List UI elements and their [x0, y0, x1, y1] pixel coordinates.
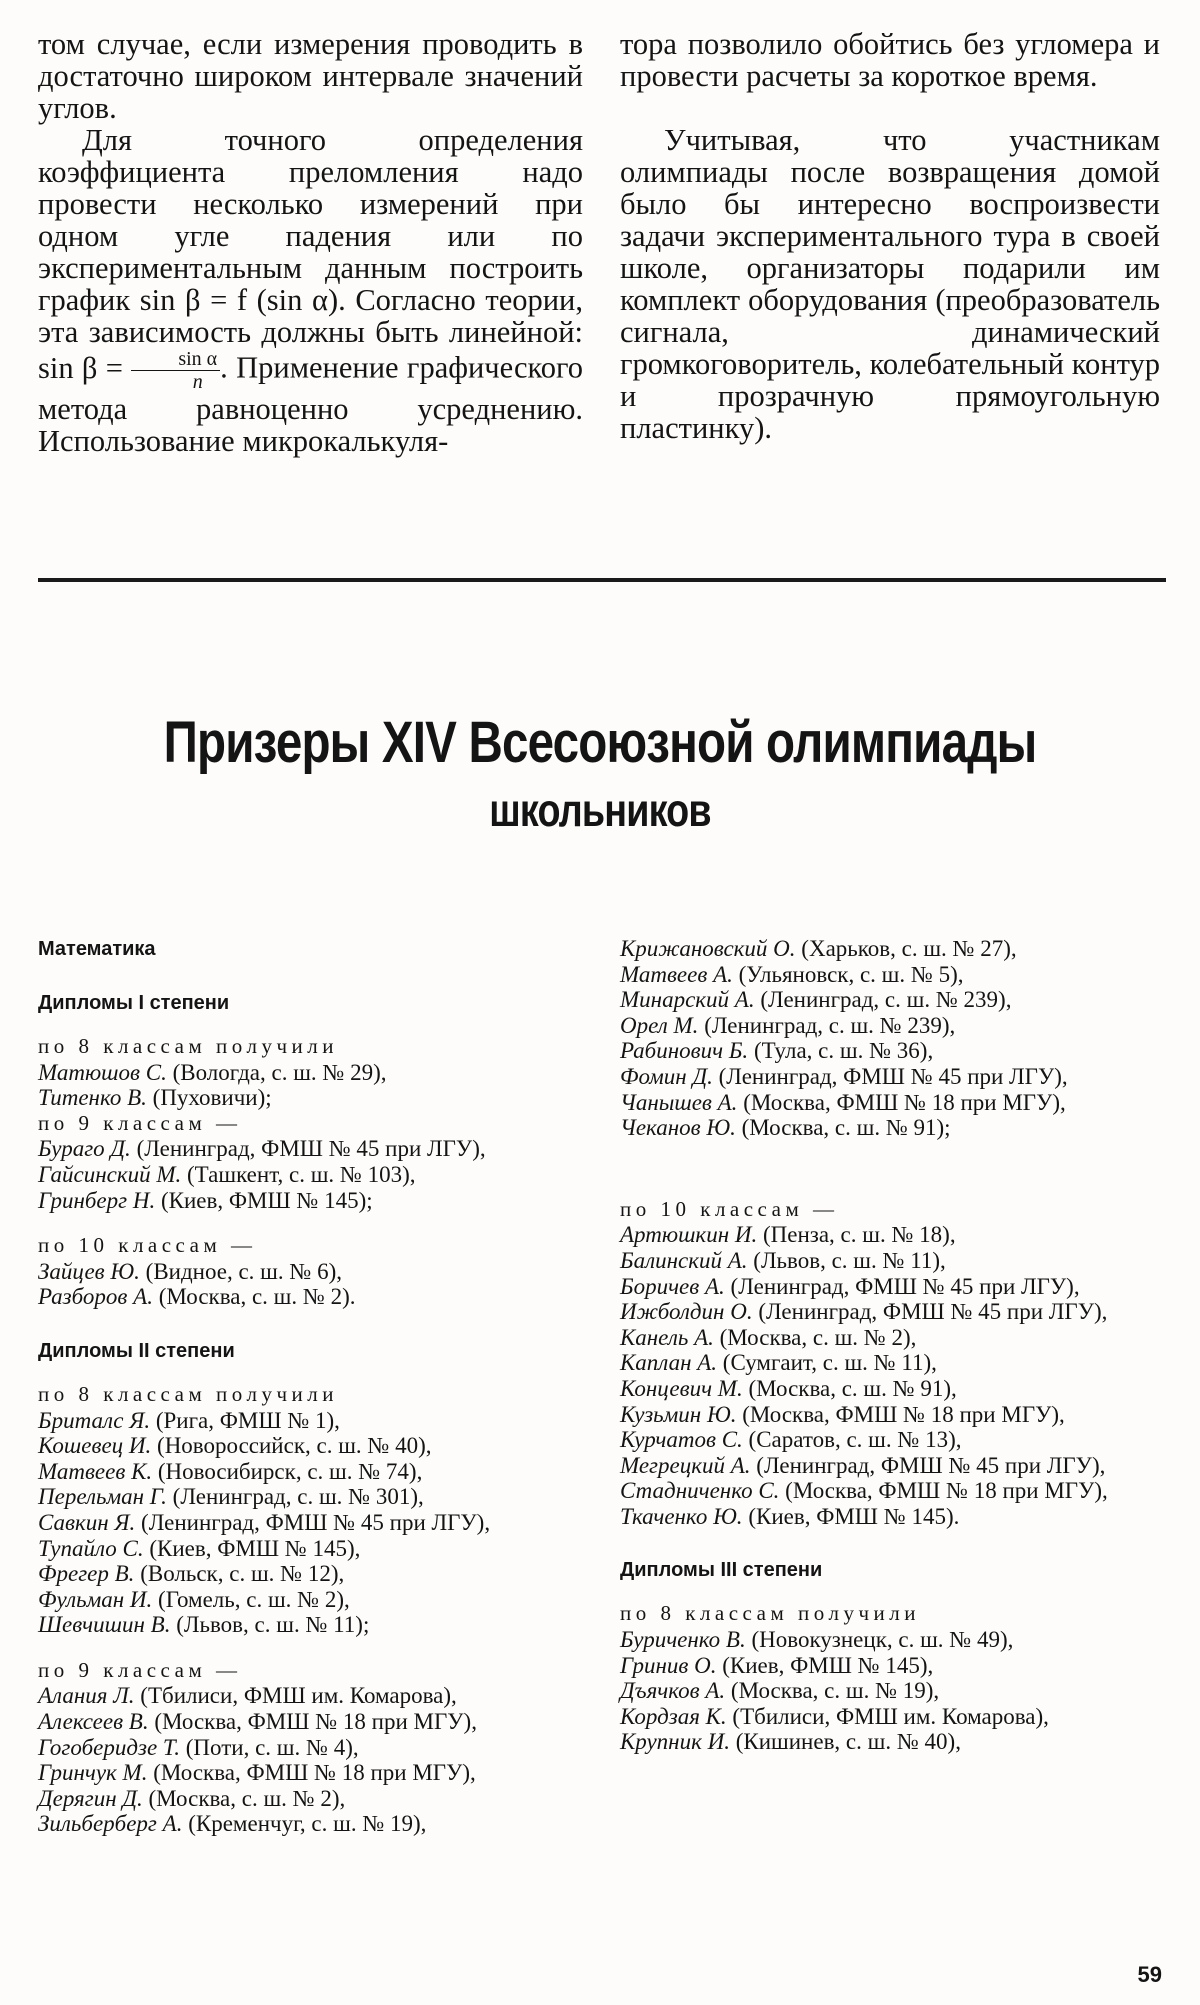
winner-name: Чанышев А.: [620, 1089, 738, 1115]
winner-school: (Москва, ФМШ № 18 при МГУ),: [148, 1709, 477, 1735]
winner-school: (Новороссийск, с. ш. № 40),: [151, 1433, 432, 1459]
winner-school: (Сумгаит, с. ш. № 11),: [717, 1350, 937, 1376]
paragraph-text: . Применение графического метода равноценно усреднению. Использование микрокалькуля-: [38, 350, 584, 458]
winner-entry: [620, 1325, 1160, 1351]
winner-entry: [38, 1510, 573, 1536]
winners-list: [38, 1060, 573, 1111]
winner-name: Тупайло С.: [38, 1535, 144, 1561]
spacer: [620, 1141, 1160, 1197]
winner-entry: [620, 1090, 1160, 1116]
grade-label: по 8 классам получили: [38, 1034, 338, 1058]
grade-label: по 9 классам —: [38, 1657, 242, 1682]
section-title-line2: школьников: [489, 784, 711, 836]
winner-entry: [38, 1162, 573, 1188]
winners-list: [620, 936, 1160, 1141]
winner-entry: [620, 1248, 1160, 1274]
winners-list: [38, 1683, 573, 1837]
winner-school: (Ленинград, ФМШ № 45 при ЛГУ),: [752, 1299, 1108, 1325]
winner-school: (Москва, с. ш. № 2),: [142, 1785, 346, 1811]
paragraph-text: . Согласно теории, эта зависимость должны быть линейной:: [38, 283, 583, 349]
winner-school: (Пуховичи);: [146, 1085, 272, 1111]
grade-label: по 8 классам получили: [620, 1601, 920, 1626]
section-divider: [38, 578, 1166, 582]
winner-entry: [620, 1222, 1160, 1248]
winner-name: Кошевец И.: [38, 1433, 152, 1459]
winner-school: (Вологда, с. ш. № 29),: [166, 1059, 387, 1085]
winner-name: Кордзая К.: [620, 1703, 727, 1729]
winner-entry: [620, 987, 1160, 1013]
winner-name: Стадниченко С.: [620, 1478, 780, 1504]
winner-entry: [38, 1561, 573, 1587]
winner-school: (Москва, ФМШ № 18 при МГУ),: [736, 1401, 1065, 1427]
winner-school: (Гомель, с. ш. № 2),: [152, 1586, 350, 1612]
winner-school: (Киев, ФМШ № 145),: [143, 1535, 361, 1561]
grade-label: по 9 классам —: [38, 1110, 242, 1135]
winner-name: Фомин Д.: [620, 1063, 713, 1089]
winners-list: [620, 1222, 1160, 1529]
winner-entry: [38, 1587, 573, 1613]
paragraph: [38, 124, 583, 457]
winner-name: Мегрецкий А.: [620, 1452, 751, 1478]
winner-school: (Тбилиси, ФМШ им. Комарова),: [726, 1703, 1049, 1729]
diploma-heading: Дипломы III степени: [620, 1559, 823, 1582]
winner-school: (Ленинград, ФМШ № 45 при ЛГУ),: [130, 1136, 486, 1162]
paragraph: том случае, если измерения проводить в достаточно широком интервале значений углов.: [38, 27, 583, 125]
winner-name: Концевич М.: [620, 1375, 743, 1401]
winner-school: (Москва, с. ш. № 2).: [152, 1284, 356, 1310]
winner-school: (Москва, с. ш. № 91),: [742, 1375, 957, 1401]
grade-label: по 10 классам —: [620, 1196, 839, 1221]
winner-name: Кузьмин Ю.: [620, 1401, 737, 1427]
winner-name: Бураго Д.: [38, 1136, 131, 1162]
winner-school: (Тбилиси, ФМШ им. Комарова),: [134, 1683, 457, 1709]
winner-name: Разборов А.: [38, 1284, 153, 1310]
winner-name: Орел М.: [620, 1012, 699, 1038]
winner-school: (Рига, ФМШ № 1),: [150, 1407, 340, 1433]
subject-heading: Математика: [38, 938, 156, 960]
winner-school: (Москва, с. ш. № 91);: [735, 1115, 951, 1141]
winner-name: Перельман Г.: [38, 1484, 167, 1510]
winner-entry: [620, 1013, 1160, 1039]
section-title: Призеры XIV Всесоюзной олимпиады: [163, 710, 1037, 775]
winner-entry: [620, 1038, 1160, 1064]
winner-name: Канель А.: [620, 1324, 714, 1350]
winner-entry: [620, 1402, 1160, 1428]
winner-name: Шевчишин В.: [38, 1612, 171, 1638]
winner-name: Гринберг Н.: [38, 1187, 156, 1213]
formula-lhs: sin β =: [38, 350, 123, 385]
winners-list-right-column: [620, 936, 1160, 1755]
winner-entry: [38, 1284, 573, 1310]
winner-name: Матюшов С.: [38, 1059, 167, 1085]
fraction: [131, 348, 220, 393]
winner-name: Гринчук М.: [38, 1760, 148, 1786]
winner-school: (Харьков, с. ш. № 27),: [795, 936, 1017, 961]
paragraph: тора позволило обойтись без угломера и провести расчеты за короткое время.: [620, 27, 1160, 93]
fraction-denominator: n: [192, 371, 203, 393]
winner-name: Гогоберидзе Т.: [38, 1734, 180, 1760]
winner-school: (Пенза, с. ш. № 18),: [757, 1222, 956, 1248]
winner-name: Матвеев А.: [620, 961, 733, 987]
winner-school: (Ульяновск, с. ш. № 5),: [732, 961, 964, 987]
winners-list: [38, 1136, 573, 1213]
grade-label: по 8 классам получили: [38, 1381, 338, 1406]
winners-list-left-column: [38, 936, 573, 1837]
winner-school: (Киев, ФМШ № 145),: [716, 1652, 934, 1678]
winner-name: Ткаченко Ю.: [620, 1503, 743, 1529]
winner-entry: [620, 1678, 1160, 1704]
paragraph-text: Для точного определения коэффициента преломления надо провести несколько измерений при одном угле падения или по экспериментальным данным построить график: [38, 123, 583, 317]
winner-entry: [38, 1188, 573, 1214]
winner-school: (Ленинград, ФМШ № 45 при ЛГУ),: [135, 1509, 491, 1535]
winner-school: (Москва, ФМШ № 18 при МГУ),: [737, 1089, 1066, 1115]
winner-name: Дъячков А.: [620, 1678, 726, 1704]
winner-school: (Новосибирск, с. ш. № 74),: [152, 1458, 423, 1484]
winner-school: (Кишинев, с. ш. № 40),: [729, 1729, 961, 1755]
winner-name: Ижболдин О.: [620, 1299, 753, 1325]
formula: sin β = f (sin α): [139, 283, 339, 317]
winner-school: (Ленинград, с. ш. № 239),: [698, 1012, 956, 1038]
winners-list: [38, 1408, 573, 1638]
page-number: 59: [1137, 1962, 1162, 1987]
article-text-left-column: [38, 28, 583, 457]
winner-entry: [620, 962, 1160, 988]
winner-entry: [620, 1064, 1160, 1090]
winner-school: (Видное, с. ш. № 6),: [139, 1258, 342, 1284]
winner-school: (Москва, с. ш. № 19),: [725, 1678, 940, 1704]
winner-name: Крупник И.: [620, 1729, 730, 1755]
winner-entry: [620, 1274, 1160, 1300]
winner-entry: [620, 1704, 1160, 1730]
winner-school: (Киев, ФМШ № 145).: [742, 1503, 960, 1529]
winner-entry: [620, 1427, 1160, 1453]
winner-school: (Ташкент, с. ш. № 103),: [181, 1161, 416, 1187]
winner-entry: [620, 1115, 1160, 1141]
winner-name: Крижановский О.: [620, 936, 796, 961]
winner-school: (Ленинград, ФМШ № 45 при ЛГУ),: [750, 1452, 1106, 1478]
winner-name: Фульман И.: [38, 1586, 153, 1612]
winner-name: Рабинович Б.: [620, 1038, 749, 1064]
winner-school: (Новокузнецк, с. ш. № 49),: [745, 1627, 1014, 1653]
winner-name: Гринив О.: [620, 1652, 717, 1678]
winner-entry: [38, 1709, 573, 1735]
winner-name: Артюшкин И.: [620, 1222, 758, 1248]
winner-name: Фрегер В.: [38, 1561, 135, 1587]
winner-name: Зильберберг А.: [38, 1811, 183, 1837]
winner-school: (Ленинград, ФМШ № 45 при ЛГУ),: [712, 1063, 1068, 1089]
winner-entry: [38, 1433, 573, 1459]
winner-school: (Ленинград, с. ш. № 301),: [166, 1484, 424, 1510]
winner-name: Алания Л.: [38, 1683, 135, 1709]
winner-entry: [38, 1683, 573, 1709]
winner-name: Савкин Я.: [38, 1509, 136, 1535]
article-text-right-column: [620, 28, 1160, 444]
winner-entry: [620, 1627, 1160, 1653]
winner-entry: [38, 1136, 573, 1162]
winner-school: (Поти, с. ш. № 4),: [180, 1734, 359, 1760]
winner-name: Боричев А.: [620, 1273, 725, 1299]
winner-school: (Саратов, с. ш. № 13),: [742, 1427, 962, 1453]
winner-entry: [38, 1760, 573, 1786]
winners-list: [38, 1259, 573, 1310]
winner-name: Матвеев К.: [38, 1458, 153, 1484]
winner-entry: [38, 1811, 573, 1837]
diploma-heading: Дипломы II степени: [38, 1339, 235, 1362]
winner-name: Бриталс Я.: [38, 1407, 151, 1433]
winner-entry: [620, 1376, 1160, 1402]
winner-name: Буриченко В.: [620, 1627, 746, 1653]
winner-entry: [620, 1478, 1160, 1504]
winner-entry: [620, 1729, 1160, 1755]
winner-entry: [38, 1459, 573, 1485]
winner-entry: [38, 1408, 573, 1434]
winner-school: (Львов, с. ш. № 11);: [170, 1612, 370, 1638]
winner-entry: [620, 1350, 1160, 1376]
winner-entry: [38, 1786, 573, 1812]
paragraph: Учитывая, что участникам олимпиады после возвращения домой было бы интересно воспроизвести задачи экспериментального тура в своей школе, организаторы подарили им комплект оборудования (преобразователь сигнала, динамический громкоговоритель, колебательный контур и прозрачную прямоугольную пластинку).: [620, 123, 1160, 445]
winner-entry: [620, 1504, 1160, 1530]
winner-name: Чеканов Ю.: [620, 1115, 736, 1141]
winner-name: Титенко В.: [38, 1085, 147, 1111]
winner-name: Каплан А.: [620, 1350, 718, 1376]
diploma-heading: Дипломы I степени: [38, 992, 230, 1014]
winner-school: (Тула, с. ш. № 36),: [748, 1038, 934, 1064]
winner-school: (Москва, ФМШ № 18 при МГУ),: [779, 1478, 1108, 1504]
winner-entry: [620, 936, 1160, 962]
winner-school: (Москва, ФМШ № 18 при МГУ),: [147, 1760, 476, 1786]
winner-entry: [38, 1259, 573, 1285]
winner-name: Балинский А.: [620, 1247, 748, 1273]
winner-name: Зайцев Ю.: [38, 1258, 140, 1284]
winner-name: Гайсинский М.: [38, 1161, 182, 1187]
winner-name: Алексеев В.: [38, 1709, 149, 1735]
winner-school: (Кременчуг, с. ш. № 19),: [182, 1811, 427, 1837]
winner-entry: [38, 1484, 573, 1510]
winner-name: Дерягин Д.: [38, 1785, 143, 1811]
winner-school: (Ленинград, с. ш. № 239),: [754, 987, 1012, 1013]
winner-entry: [38, 1735, 573, 1761]
winner-name: Минарский А.: [620, 987, 755, 1013]
grade-label: по 10 классам —: [38, 1233, 257, 1258]
winner-school: (Ленинград, ФМШ № 45 при ЛГУ),: [724, 1273, 1080, 1299]
winner-school: (Вольск, с. ш. № 12),: [134, 1561, 345, 1587]
winner-name: Курчатов С.: [620, 1427, 743, 1453]
fraction-numerator: sin α: [131, 348, 220, 371]
winners-list: [620, 1627, 1160, 1755]
winner-entry: [38, 1536, 573, 1562]
winner-school: (Москва, с. ш. № 2),: [713, 1324, 917, 1350]
formula: [38, 348, 220, 393]
winner-entry: [38, 1612, 573, 1638]
winner-entry: [38, 1060, 573, 1086]
winner-entry: [620, 1653, 1160, 1679]
winner-school: (Киев, ФМШ № 145);: [155, 1187, 373, 1213]
winner-school: (Львов, с. ш. № 11),: [747, 1247, 946, 1273]
winner-entry: [38, 1085, 573, 1111]
winner-entry: [620, 1453, 1160, 1479]
winner-entry: [620, 1299, 1160, 1325]
